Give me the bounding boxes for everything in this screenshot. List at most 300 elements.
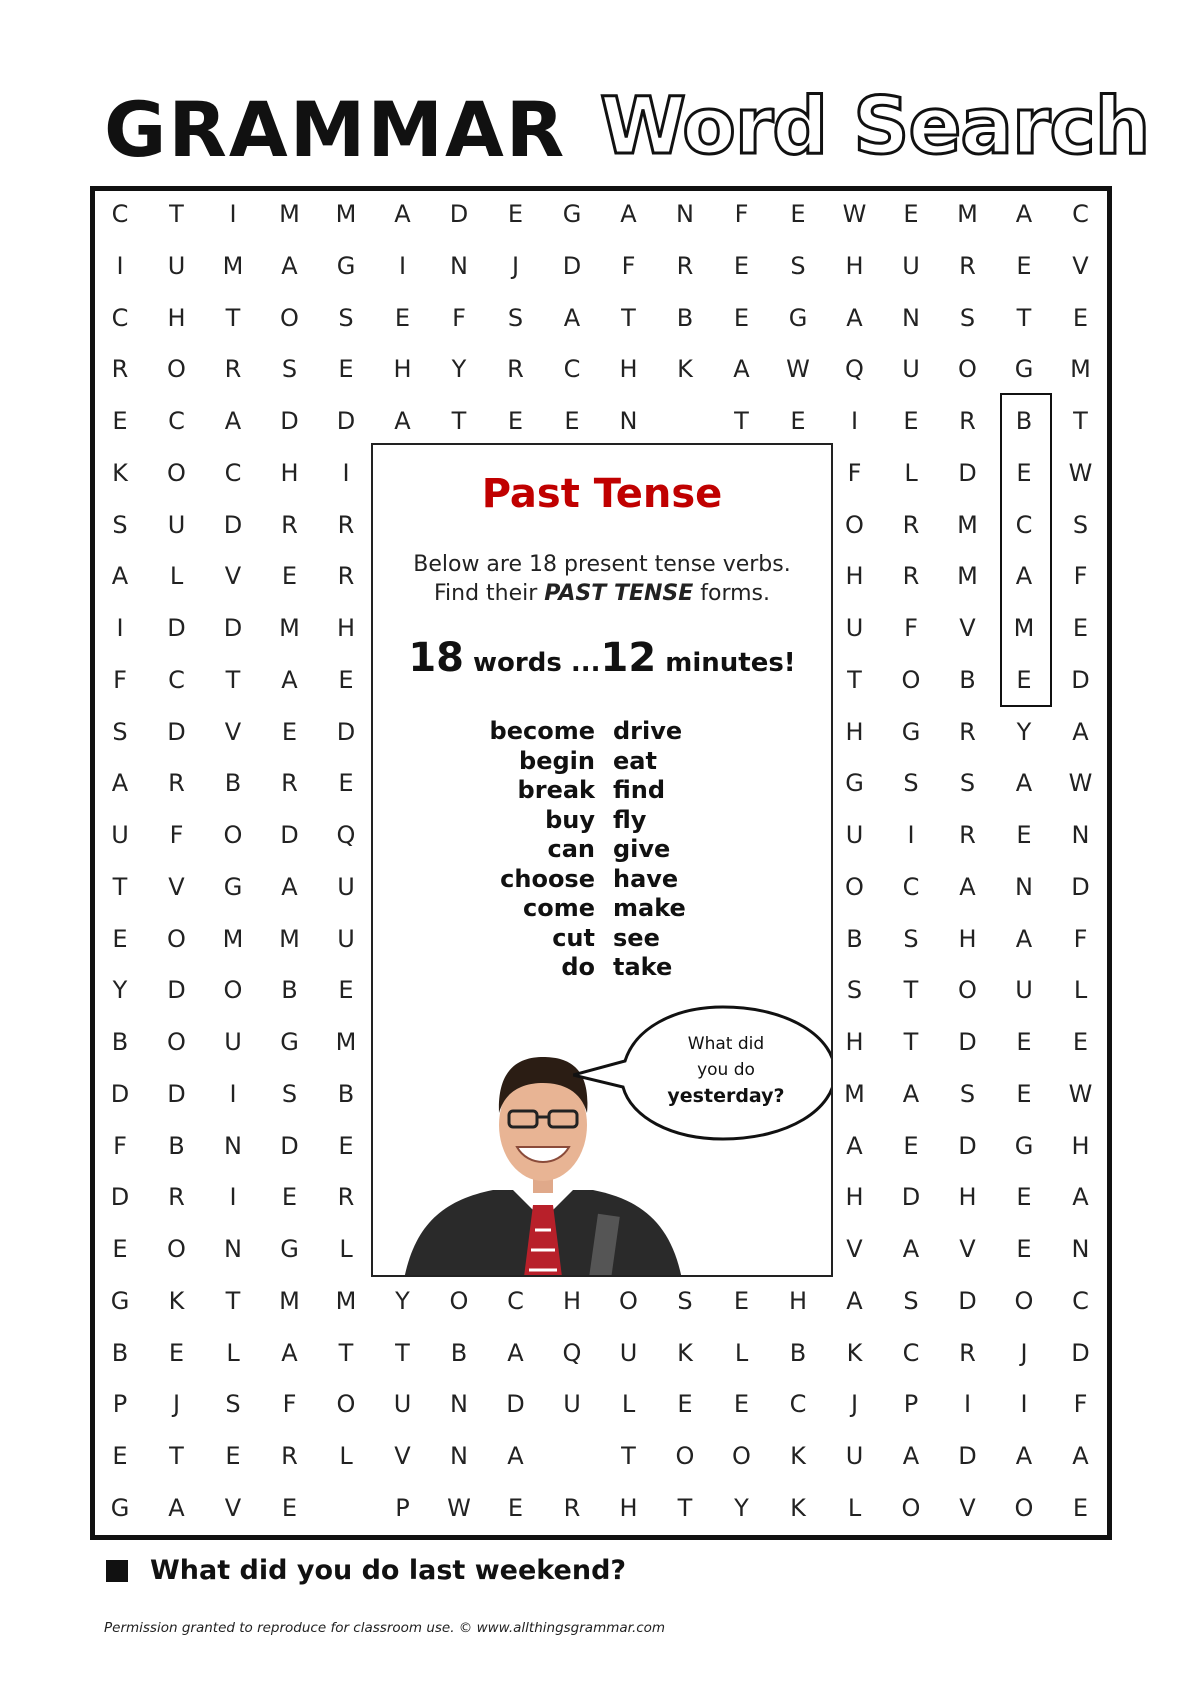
grid-letter[interactable]: A bbox=[846, 303, 863, 332]
grid-letter[interactable]: T bbox=[395, 1338, 410, 1367]
grid-letter[interactable]: B bbox=[789, 1338, 807, 1367]
grid-letter[interactable]: F bbox=[1073, 1390, 1088, 1419]
grid-letter[interactable]: B bbox=[111, 1028, 129, 1056]
grid-letter[interactable]: G bbox=[336, 251, 356, 280]
grid-letter[interactable]: E bbox=[733, 251, 750, 280]
grid-letter[interactable]: L bbox=[169, 562, 184, 591]
grid-letter[interactable]: T bbox=[903, 976, 919, 1005]
grid-letter[interactable]: E bbox=[338, 355, 354, 384]
grid-letter[interactable]: U bbox=[167, 510, 186, 539]
grid-letter[interactable]: T bbox=[225, 1286, 241, 1315]
grid-letter[interactable]: G bbox=[280, 1028, 299, 1056]
grid-letter[interactable]: A bbox=[1015, 924, 1033, 953]
grid-letter[interactable]: F bbox=[113, 1131, 127, 1160]
grid-letter[interactable]: L bbox=[621, 1390, 636, 1419]
grid-letter[interactable]: N bbox=[1071, 1235, 1090, 1263]
grid-letter[interactable]: R bbox=[959, 251, 976, 280]
grid-letter[interactable]: I bbox=[229, 1183, 237, 1212]
grid-letter[interactable]: V bbox=[168, 872, 185, 901]
grid-letter[interactable]: A bbox=[846, 1131, 863, 1160]
grid-letter[interactable]: M bbox=[222, 924, 244, 953]
grid-letter[interactable]: A bbox=[394, 407, 411, 435]
grid-letter[interactable]: F bbox=[621, 251, 636, 280]
grid-letter[interactable]: A bbox=[111, 769, 129, 798]
grid-letter[interactable]: D bbox=[280, 821, 299, 849]
grid-letter[interactable]: U bbox=[337, 872, 355, 901]
grid-letter[interactable]: E bbox=[903, 200, 919, 228]
grid-letter[interactable]: A bbox=[1015, 1442, 1033, 1470]
grid-letter[interactable]: R bbox=[507, 355, 524, 384]
grid-letter[interactable]: B bbox=[450, 1338, 468, 1367]
grid-letter[interactable]: K bbox=[168, 1286, 185, 1315]
grid-letter[interactable]: E bbox=[112, 407, 128, 435]
grid-letter[interactable]: T bbox=[169, 200, 184, 228]
grid-letter[interactable]: J bbox=[511, 251, 520, 280]
grid-letter[interactable]: H bbox=[280, 458, 299, 487]
grid-letter[interactable]: B bbox=[1015, 407, 1033, 435]
grid-letter[interactable]: Q bbox=[845, 355, 864, 384]
grid-letter[interactable]: I bbox=[342, 458, 350, 487]
grid-letter[interactable]: C bbox=[224, 458, 242, 487]
grid-letter[interactable]: J bbox=[1020, 1338, 1028, 1367]
grid-letter[interactable]: S bbox=[903, 1286, 919, 1315]
grid-letter[interactable]: O bbox=[675, 1442, 695, 1470]
grid-letter[interactable]: O bbox=[901, 665, 921, 694]
grid-letter[interactable]: I bbox=[1020, 1390, 1028, 1419]
grid-letter[interactable]: N bbox=[450, 1442, 468, 1470]
grid-letter[interactable]: R bbox=[337, 510, 355, 539]
grid-letter[interactable]: S bbox=[846, 976, 863, 1005]
grid-letter[interactable]: D bbox=[167, 976, 186, 1005]
grid-letter[interactable]: V bbox=[959, 1235, 976, 1263]
grid-letter[interactable]: N bbox=[224, 1235, 242, 1263]
grid-letter[interactable]: L bbox=[226, 1338, 240, 1367]
grid-letter[interactable]: A bbox=[281, 872, 298, 901]
grid-letter[interactable]: J bbox=[850, 1390, 859, 1419]
grid-letter[interactable]: H bbox=[788, 1286, 808, 1315]
grid-letter[interactable]: A bbox=[902, 1442, 920, 1470]
grid-letter[interactable]: T bbox=[677, 1493, 693, 1522]
grid-letter[interactable]: E bbox=[903, 1131, 919, 1160]
grid-letter[interactable]: D bbox=[110, 1183, 130, 1212]
grid-letter[interactable]: O bbox=[167, 1235, 186, 1263]
grid-letter[interactable]: C bbox=[1072, 200, 1089, 228]
grid-letter[interactable]: S bbox=[338, 303, 354, 332]
grid-letter[interactable]: O bbox=[223, 821, 243, 849]
grid-letter[interactable]: R bbox=[281, 1442, 298, 1470]
grid-letter[interactable]: P bbox=[112, 1390, 128, 1419]
grid-letter[interactable]: A bbox=[902, 1235, 920, 1263]
grid-letter[interactable]: D bbox=[506, 1390, 525, 1419]
grid-letter[interactable]: C bbox=[507, 1286, 524, 1315]
grid-letter[interactable]: W bbox=[447, 1493, 471, 1522]
grid-letter[interactable]: H bbox=[619, 355, 638, 384]
grid-letter[interactable]: P bbox=[903, 1390, 919, 1419]
grid-letter[interactable]: K bbox=[790, 1493, 806, 1522]
grid-letter[interactable]: N bbox=[450, 251, 468, 280]
grid-letter[interactable]: R bbox=[281, 769, 298, 798]
grid-letter[interactable]: M bbox=[279, 614, 300, 642]
grid-letter[interactable]: M bbox=[844, 1079, 865, 1108]
grid-letter[interactable]: I bbox=[850, 407, 859, 435]
grid-letter[interactable]: N bbox=[676, 200, 694, 228]
grid-letter[interactable]: R bbox=[959, 717, 976, 746]
grid-letter[interactable]: B bbox=[224, 769, 242, 798]
grid-letter[interactable]: M bbox=[335, 200, 357, 228]
grid-letter[interactable]: E bbox=[112, 1235, 128, 1263]
grid-letter[interactable]: D bbox=[449, 200, 469, 228]
grid-letter[interactable]: H bbox=[845, 251, 864, 280]
grid-letter[interactable]: T bbox=[451, 407, 467, 435]
grid-letter[interactable]: M bbox=[279, 924, 300, 953]
grid-letter[interactable]: Y bbox=[1016, 717, 1032, 746]
grid-letter[interactable]: H bbox=[619, 1493, 638, 1522]
grid-letter[interactable]: E bbox=[281, 1183, 298, 1212]
grid-letter[interactable]: E bbox=[112, 924, 128, 953]
grid-letter[interactable]: S bbox=[281, 1079, 298, 1108]
grid-letter[interactable]: U bbox=[902, 355, 920, 384]
grid-letter[interactable]: M bbox=[335, 1286, 357, 1315]
grid-letter[interactable]: H bbox=[845, 1028, 864, 1056]
grid-letter[interactable]: B bbox=[846, 924, 863, 953]
grid-letter[interactable]: E bbox=[1016, 458, 1032, 487]
grid-letter[interactable]: E bbox=[733, 1286, 750, 1315]
grid-letter[interactable]: A bbox=[1015, 769, 1033, 798]
grid-letter[interactable]: H bbox=[393, 355, 412, 384]
grid-letter[interactable]: E bbox=[1072, 614, 1089, 642]
grid-letter[interactable]: E bbox=[338, 769, 354, 798]
grid-letter[interactable]: N bbox=[450, 1390, 468, 1419]
grid-letter[interactable]: R bbox=[959, 1338, 976, 1367]
grid-letter[interactable]: S bbox=[959, 1079, 976, 1108]
grid-letter[interactable]: D bbox=[223, 510, 243, 539]
grid-letter[interactable]: H bbox=[845, 1183, 864, 1212]
grid-letter[interactable]: D bbox=[280, 407, 299, 435]
grid-letter[interactable]: O bbox=[167, 1028, 186, 1056]
grid-letter[interactable]: F bbox=[282, 1390, 297, 1419]
grid-letter[interactable]: B bbox=[959, 665, 976, 694]
grid-letter[interactable]: A bbox=[1015, 562, 1033, 591]
grid-letter[interactable]: S bbox=[112, 510, 128, 539]
grid-letter[interactable]: S bbox=[507, 303, 524, 332]
grid-letter[interactable]: W bbox=[1068, 458, 1093, 487]
grid-letter[interactable]: D bbox=[958, 1028, 977, 1056]
grid-letter[interactable]: R bbox=[959, 407, 976, 435]
grid-letter[interactable]: C bbox=[902, 872, 920, 901]
grid-letter[interactable]: E bbox=[281, 1493, 298, 1522]
grid-letter[interactable]: T bbox=[112, 872, 128, 901]
grid-letter[interactable]: D bbox=[1071, 1338, 1090, 1367]
grid-letter[interactable]: E bbox=[507, 407, 524, 435]
grid-letter[interactable]: T bbox=[169, 1442, 184, 1470]
grid-letter[interactable]: R bbox=[959, 821, 976, 849]
grid-letter[interactable]: G bbox=[845, 769, 864, 798]
grid-letter[interactable]: M bbox=[279, 1286, 300, 1315]
grid-letter[interactable]: U bbox=[337, 924, 355, 953]
grid-letter[interactable]: S bbox=[959, 303, 976, 332]
grid-letter[interactable]: L bbox=[1073, 976, 1088, 1005]
grid-letter[interactable]: W bbox=[786, 355, 810, 384]
grid-letter[interactable]: L bbox=[339, 1442, 353, 1470]
grid-letter[interactable]: F bbox=[169, 821, 184, 849]
grid-letter[interactable]: E bbox=[1016, 665, 1032, 694]
grid-letter[interactable]: O bbox=[167, 924, 186, 953]
grid-letter[interactable]: E bbox=[564, 407, 580, 435]
grid-letter[interactable]: S bbox=[112, 717, 128, 746]
grid-letter[interactable]: N bbox=[1015, 872, 1033, 901]
grid-letter[interactable]: A bbox=[959, 872, 976, 901]
grid-letter[interactable]: T bbox=[734, 407, 749, 435]
grid-letter[interactable]: O bbox=[167, 355, 186, 384]
grid-letter[interactable]: S bbox=[959, 769, 976, 798]
grid-letter[interactable]: O bbox=[336, 1390, 356, 1419]
grid-letter[interactable]: U bbox=[393, 1390, 412, 1419]
grid-letter[interactable]: F bbox=[113, 665, 127, 694]
grid-letter[interactable]: C bbox=[1015, 510, 1033, 539]
grid-letter[interactable]: R bbox=[676, 251, 694, 280]
grid-letter[interactable]: S bbox=[677, 1286, 693, 1315]
grid-letter[interactable]: D bbox=[1071, 665, 1090, 694]
grid-letter[interactable]: A bbox=[281, 251, 298, 280]
grid-letter[interactable]: H bbox=[1071, 1131, 1090, 1160]
grid-letter[interactable]: O bbox=[901, 1493, 921, 1522]
grid-letter[interactable]: S bbox=[903, 769, 919, 798]
grid-letter[interactable]: R bbox=[337, 1183, 355, 1212]
grid-letter[interactable]: D bbox=[958, 458, 977, 487]
grid-letter[interactable]: A bbox=[507, 1442, 524, 1470]
grid-letter[interactable]: S bbox=[281, 355, 298, 384]
grid-letter[interactable]: B bbox=[111, 1338, 129, 1367]
grid-letter[interactable]: V bbox=[224, 562, 242, 591]
grid-letter[interactable]: T bbox=[621, 1442, 636, 1470]
grid-letter[interactable]: U bbox=[167, 251, 186, 280]
grid-letter[interactable]: G bbox=[110, 1493, 130, 1522]
grid-letter[interactable]: L bbox=[339, 1235, 353, 1263]
grid-letter[interactable]: E bbox=[225, 1442, 241, 1470]
grid-letter[interactable]: M bbox=[1070, 355, 1091, 384]
grid-letter[interactable]: A bbox=[1072, 1442, 1089, 1470]
grid-letter[interactable]: M bbox=[222, 251, 244, 280]
grid-letter[interactable]: E bbox=[677, 1390, 693, 1419]
grid-letter[interactable]: A bbox=[111, 562, 129, 591]
grid-letter[interactable]: U bbox=[902, 251, 920, 280]
grid-letter[interactable]: C bbox=[168, 665, 185, 694]
grid-letter[interactable]: R bbox=[168, 769, 185, 798]
grid-letter[interactable]: H bbox=[845, 562, 864, 591]
grid-letter[interactable]: F bbox=[734, 200, 749, 228]
grid-letter[interactable]: M bbox=[957, 200, 978, 228]
grid-letter[interactable]: B bbox=[168, 1131, 185, 1160]
grid-letter[interactable]: L bbox=[847, 1493, 862, 1522]
grid-letter[interactable]: A bbox=[1072, 717, 1089, 746]
grid-letter[interactable]: F bbox=[904, 614, 918, 642]
grid-letter[interactable]: A bbox=[902, 1079, 920, 1108]
grid-letter[interactable]: W bbox=[1068, 1079, 1093, 1108]
grid-letter[interactable]: A bbox=[1072, 1183, 1089, 1212]
grid-letter[interactable]: R bbox=[902, 510, 920, 539]
grid-letter[interactable]: F bbox=[1073, 924, 1088, 953]
grid-letter[interactable]: A bbox=[281, 665, 298, 694]
grid-letter[interactable]: U bbox=[1015, 976, 1033, 1005]
grid-letter[interactable]: L bbox=[904, 458, 918, 487]
grid-letter[interactable]: Q bbox=[336, 821, 356, 849]
grid-letter[interactable]: V bbox=[846, 1235, 863, 1263]
grid-letter[interactable]: A bbox=[846, 1286, 863, 1315]
grid-letter[interactable]: U bbox=[845, 1442, 864, 1470]
grid-letter[interactable]: C bbox=[111, 200, 129, 228]
grid-letter[interactable]: D bbox=[167, 1079, 186, 1108]
grid-letter[interactable]: R bbox=[168, 1183, 185, 1212]
grid-letter[interactable]: V bbox=[394, 1442, 411, 1470]
grid-letter[interactable]: F bbox=[1073, 562, 1088, 591]
grid-letter[interactable]: Y bbox=[451, 355, 467, 384]
grid-letter[interactable]: E bbox=[112, 1442, 128, 1470]
grid-letter[interactable]: Y bbox=[112, 976, 128, 1005]
grid-letter[interactable]: I bbox=[963, 1390, 972, 1419]
grid-letter[interactable]: B bbox=[281, 976, 298, 1005]
grid-letter[interactable]: C bbox=[1072, 1286, 1089, 1315]
grid-letter[interactable]: C bbox=[563, 355, 581, 384]
grid-letter[interactable]: V bbox=[959, 614, 976, 642]
grid-letter[interactable]: I bbox=[116, 614, 124, 642]
grid-letter[interactable]: T bbox=[225, 665, 241, 694]
grid-letter[interactable]: E bbox=[1072, 1028, 1089, 1056]
grid-letter[interactable]: U bbox=[619, 1338, 638, 1367]
grid-letter[interactable]: D bbox=[110, 1079, 130, 1108]
grid-letter[interactable]: E bbox=[903, 407, 919, 435]
grid-letter[interactable]: A bbox=[620, 200, 637, 228]
grid-letter[interactable]: E bbox=[1016, 251, 1032, 280]
grid-letter[interactable]: F bbox=[847, 458, 862, 487]
grid-letter[interactable]: E bbox=[507, 200, 524, 228]
grid-letter[interactable]: G bbox=[223, 872, 243, 901]
grid-letter[interactable]: D bbox=[958, 1286, 977, 1315]
grid-letter[interactable]: G bbox=[901, 717, 921, 746]
grid-letter[interactable]: H bbox=[167, 303, 186, 332]
grid-letter[interactable]: A bbox=[563, 303, 581, 332]
grid-letter[interactable]: L bbox=[734, 1338, 749, 1367]
grid-letter[interactable]: K bbox=[846, 1338, 863, 1367]
grid-letter[interactable]: E bbox=[1016, 1183, 1032, 1212]
grid-letter[interactable]: K bbox=[112, 458, 128, 487]
grid-letter[interactable]: R bbox=[563, 1493, 581, 1522]
grid-letter[interactable]: C bbox=[111, 303, 129, 332]
grid-letter[interactable]: W bbox=[842, 200, 867, 228]
grid-letter[interactable]: U bbox=[845, 614, 864, 642]
grid-letter[interactable]: V bbox=[959, 1493, 976, 1522]
grid-letter[interactable]: A bbox=[224, 407, 242, 435]
grid-letter[interactable]: I bbox=[229, 200, 237, 228]
grid-letter[interactable]: H bbox=[958, 924, 977, 953]
grid-letter[interactable]: E bbox=[1016, 1235, 1032, 1263]
grid-letter[interactable]: N bbox=[902, 303, 920, 332]
grid-letter[interactable]: B bbox=[676, 303, 694, 332]
grid-letter[interactable]: G bbox=[1014, 1131, 1034, 1160]
grid-letter[interactable]: I bbox=[907, 821, 915, 849]
grid-letter[interactable]: T bbox=[225, 303, 241, 332]
grid-letter[interactable]: M bbox=[957, 562, 978, 591]
grid-letter[interactable]: H bbox=[336, 614, 356, 642]
grid-letter[interactable]: D bbox=[958, 1131, 977, 1160]
grid-letter[interactable]: A bbox=[168, 1493, 185, 1522]
grid-letter[interactable]: N bbox=[1071, 821, 1090, 849]
grid-letter[interactable]: K bbox=[677, 355, 693, 384]
grid-letter[interactable]: M bbox=[1013, 614, 1035, 642]
grid-letter[interactable]: H bbox=[845, 717, 864, 746]
grid-letter[interactable]: E bbox=[1016, 1028, 1032, 1056]
grid-letter[interactable]: S bbox=[225, 1390, 241, 1419]
grid-letter[interactable]: T bbox=[1073, 407, 1088, 435]
grid-letter[interactable]: Y bbox=[734, 1493, 749, 1522]
grid-letter[interactable]: I bbox=[229, 1079, 237, 1108]
grid-letter[interactable]: C bbox=[902, 1338, 920, 1367]
grid-letter[interactable]: K bbox=[677, 1338, 693, 1367]
grid-letter[interactable]: O bbox=[845, 510, 864, 539]
grid-letter[interactable]: E bbox=[394, 303, 411, 332]
grid-letter[interactable]: O bbox=[167, 458, 186, 487]
grid-letter[interactable]: D bbox=[223, 614, 243, 642]
grid-letter[interactable]: O bbox=[958, 355, 977, 384]
grid-letter[interactable]: D bbox=[336, 717, 356, 746]
grid-letter[interactable]: R bbox=[224, 355, 242, 384]
grid-letter[interactable]: D bbox=[562, 251, 582, 280]
grid-letter[interactable]: J bbox=[172, 1390, 181, 1419]
grid-letter[interactable]: M bbox=[957, 510, 978, 539]
grid-letter[interactable]: T bbox=[1016, 303, 1032, 332]
grid-letter[interactable]: O bbox=[449, 1286, 469, 1315]
grid-letter[interactable]: O bbox=[845, 872, 864, 901]
grid-letter[interactable]: M bbox=[335, 1028, 357, 1056]
grid-letter[interactable]: W bbox=[1068, 769, 1093, 798]
grid-letter[interactable]: D bbox=[336, 407, 356, 435]
grid-letter[interactable]: K bbox=[790, 1442, 806, 1470]
grid-letter[interactable]: O bbox=[958, 976, 977, 1005]
grid-letter[interactable]: H bbox=[958, 1183, 977, 1212]
grid-letter[interactable]: P bbox=[395, 1493, 410, 1522]
grid-letter[interactable]: S bbox=[790, 251, 806, 280]
grid-letter[interactable]: E bbox=[338, 976, 354, 1005]
grid-letter[interactable]: D bbox=[167, 614, 186, 642]
grid-letter[interactable]: E bbox=[733, 1390, 750, 1419]
grid-letter[interactable]: O bbox=[619, 1286, 638, 1315]
grid-letter[interactable]: Q bbox=[562, 1338, 582, 1367]
grid-letter[interactable]: H bbox=[562, 1286, 582, 1315]
grid-letter[interactable]: S bbox=[1072, 510, 1089, 539]
grid-letter[interactable]: G bbox=[1014, 355, 1034, 384]
grid-letter[interactable]: C bbox=[168, 407, 185, 435]
grid-letter[interactable]: E bbox=[790, 407, 806, 435]
grid-letter[interactable]: A bbox=[281, 1338, 298, 1367]
grid-letter[interactable]: E bbox=[338, 1131, 354, 1160]
grid-letter[interactable]: O bbox=[732, 1442, 751, 1470]
grid-letter[interactable]: E bbox=[733, 303, 750, 332]
grid-letter[interactable]: E bbox=[1072, 303, 1089, 332]
grid-letter[interactable]: E bbox=[1072, 1493, 1089, 1522]
grid-letter[interactable]: E bbox=[338, 665, 354, 694]
grid-letter[interactable]: A bbox=[1015, 200, 1033, 228]
grid-letter[interactable]: D bbox=[280, 1131, 299, 1160]
grid-letter[interactable]: E bbox=[281, 562, 298, 591]
grid-letter[interactable]: Y bbox=[395, 1286, 410, 1315]
grid-letter[interactable]: D bbox=[958, 1442, 977, 1470]
grid-letter[interactable]: G bbox=[788, 303, 808, 332]
grid-letter[interactable]: A bbox=[733, 355, 750, 384]
grid-letter[interactable]: G bbox=[562, 200, 582, 228]
grid-letter[interactable]: D bbox=[901, 1183, 921, 1212]
grid-letter[interactable]: O bbox=[280, 303, 299, 332]
grid-letter[interactable]: V bbox=[1072, 251, 1089, 280]
grid-letter[interactable]: G bbox=[280, 1235, 299, 1263]
